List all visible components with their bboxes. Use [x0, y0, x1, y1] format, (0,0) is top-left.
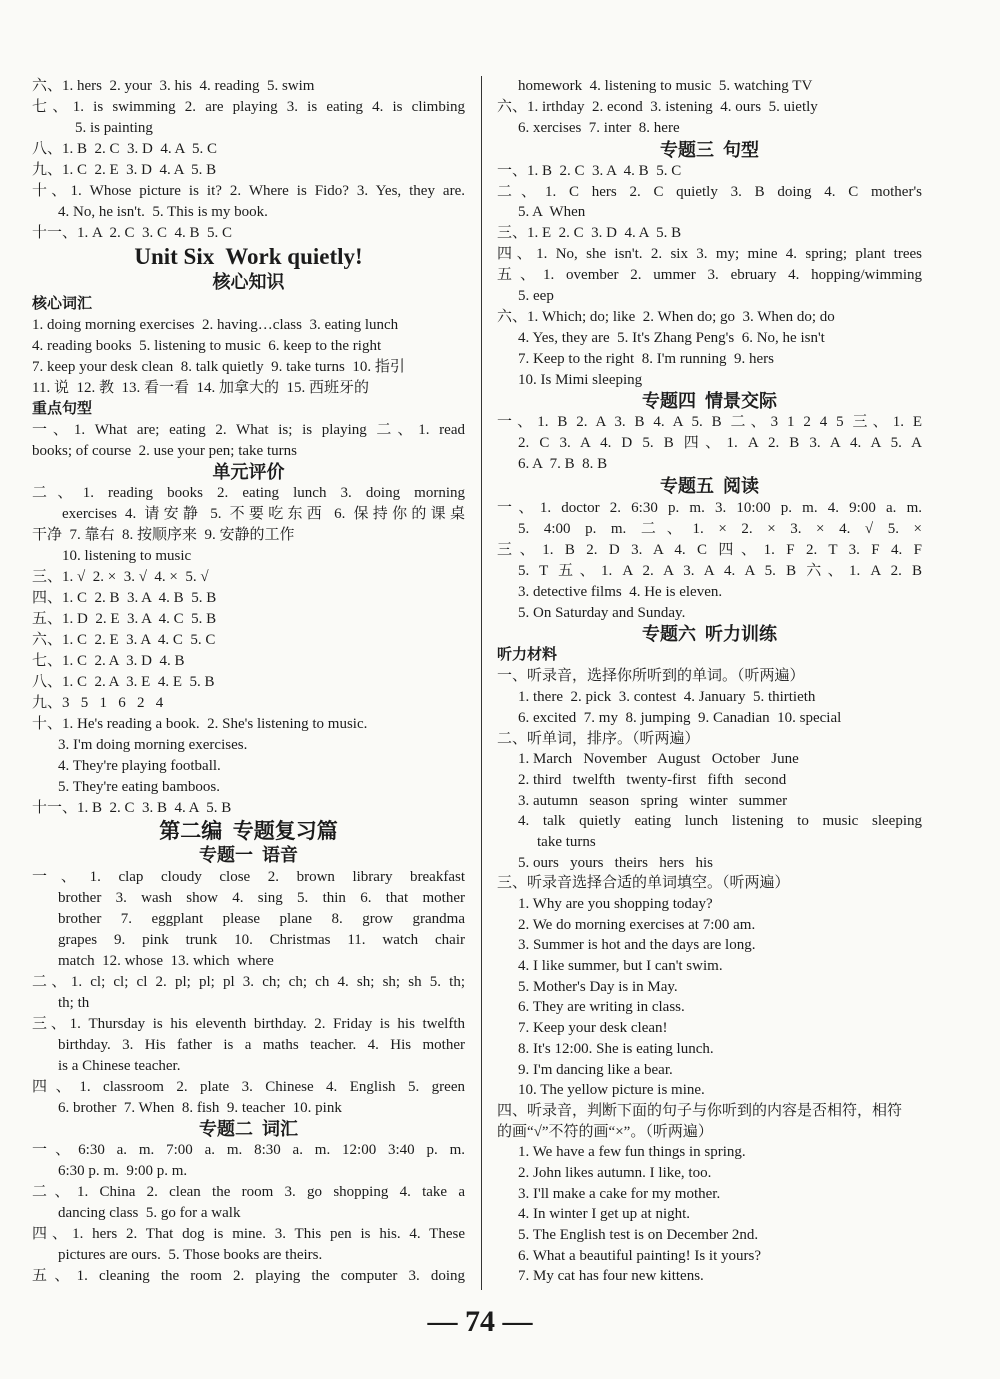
answer-line: 一、6:30 a. m. 7:00 a. m. 8:30 a. m. 12:00 3:40 p. m. — [32, 1142, 465, 1158]
question-line: 一、听录音，选择你所听到的单词。（听两遍） — [497, 668, 805, 685]
answer-line: 1. March November August October June — [518, 751, 799, 768]
answer-line: 十、1. He's reading a book. 2. She's listening to music. — [32, 716, 368, 732]
answer-line: 10. Is Mimi sleeping — [518, 371, 643, 388]
answer-line: 一、1. clap cloudy close 2. brown library breakfast — [32, 869, 465, 885]
answer-line: 7. Keep to the right 8. I'm running 9. hers — [518, 350, 774, 367]
question-line: 二、听单词，排序。（听两遍） — [497, 730, 700, 747]
answer-line: 二、1. cl; cl; cl 2. pl; pl; pl 3. ch; ch; ch 4. sh; sh; sh 5. th; — [32, 974, 465, 990]
answer-line: 干净 7. 靠右 8. 按顺序来 9. 安静的工作 — [32, 527, 295, 543]
answer-line: exercises 4. 请安静 5. 不要吃东西 6. 保持你的课桌 — [62, 506, 465, 522]
answer-line: 3. detective films 4. He is eleven. — [518, 583, 723, 600]
answer-line: 8. It's 12:00. She is eating lunch. — [518, 1040, 714, 1057]
answer-line: 1. Why are you shopping today? — [518, 896, 713, 913]
answer-line: 三、1. Thursday is his eleventh birthday. 2. Friday is his twelfth — [32, 1016, 465, 1032]
answer-line: 5. On Saturday and Sunday. — [518, 604, 686, 621]
answer-line: 六、1. C 2. E 3. A 4. C 5. C — [32, 632, 216, 648]
answer-line: 5. ours yours theirs hers his — [518, 854, 713, 871]
answer-line: dancing class 5. go for a walk — [58, 1205, 241, 1221]
answer-line: 九、1. C 2. E 3. D 4. A 5. B — [32, 162, 217, 178]
page-number: — 74 — — [427, 1305, 533, 1338]
answer-line: 4. Yes, they are 5. It's Zhang Peng's 6. No, he isn't — [518, 329, 825, 346]
answer-line: 7. Keep your desk clean! — [518, 1020, 668, 1037]
answer-line: 二、1. reading books 2. eating lunch 3. doing morning — [32, 485, 465, 501]
section-heading: 单元评价 — [212, 462, 285, 482]
answer-line: 2. C 3. A 4. D 5. B 四、1. A 2. B 3. A 4. A 5. A — [518, 435, 922, 452]
question-line: 的画“√”不符的画“×”。（听两遍） — [497, 1123, 713, 1140]
answer-line: books; of course 2. use your pen; take turns — [32, 443, 297, 459]
answer-line: 一、1. B 2. A 3. B 4. A 5. B 二、3 1 2 4 5 三、1. E — [497, 414, 922, 431]
answer-line: 6. xercises 7. inter 8. here — [518, 119, 680, 136]
section-heading: 专题五 阅读 — [660, 476, 759, 497]
answer-line: 5. eep — [518, 288, 554, 305]
answer-line: 四、1. classroom 2. plate 3. Chinese 4. English 5. green — [32, 1079, 465, 1095]
answer-line: 5. 4:00 p. m. 二、1. × 2. × 3. × 4. √ 5. × — [518, 521, 922, 538]
answer-line: 6. They are writing in class. — [518, 999, 685, 1016]
answer-line: grapes 9. pink trunk 10. Christmas 11. watch chair — [58, 932, 465, 948]
answer-line: 4. No, he isn't. 5. This is my book. — [58, 204, 268, 220]
subsection-label: 核心词汇 — [32, 296, 93, 312]
section-heading: 专题四 情景交际 — [642, 391, 777, 412]
subsection-label: 听力材料 — [497, 647, 558, 664]
answer-line: 1. there 2. pick 3. contest 4. January 5. thirtieth — [518, 689, 816, 706]
part-heading: 第二编 专题复习篇 — [159, 819, 338, 843]
answer-line: 6. brother 7. When 8. fish 9. teacher 10. pink — [58, 1100, 342, 1116]
answer-line: 5. A When — [518, 204, 586, 221]
question-line: 三、听录音选择合适的单词填空。（听两遍） — [497, 875, 790, 892]
section-heading: 核心知识 — [212, 272, 285, 292]
answer-line: 六、1. Which; do; like 2. When do; go 3. When do; do — [497, 308, 835, 325]
answer-line: 3. I'll make a cake for my mother. — [518, 1185, 721, 1202]
answer-line: 五、1. cleaning the room 2. playing the computer 3. doing — [32, 1268, 465, 1284]
answer-line: 一、1. What are; eating 2. What is; is playing 二、1. read — [32, 422, 465, 438]
answer-line: 2. We do morning exercises at 7:00 am. — [518, 916, 756, 933]
answer-line: 三、1. B 2. D 3. A 4. C 四、1. F 2. T 3. F 4. F — [497, 541, 922, 558]
answer-line: 一、1. B 2. C 3. A 4. B 5. C — [497, 162, 682, 179]
answer-line: 3. Summer is hot and the days are long. — [518, 937, 756, 954]
answer-line: 六、1. irthday 2. econd 3. istening 4. ours 5. uietly — [497, 98, 818, 115]
answer-line: brother 7. eggplant please plane 8. grow grandma — [58, 911, 465, 927]
unit-title: Unit Six Work quietly! — [134, 244, 363, 269]
column-divider — [481, 76, 482, 1290]
answer-line: 六、1. hers 2. your 3. his 4. reading 5. swim — [32, 78, 315, 94]
answer-line: 二、1. China 2. clean the room 3. go shopping 4. take a — [32, 1184, 465, 1200]
answer-line: 九、3 5 1 6 2 4 — [32, 695, 164, 711]
answer-line: 八、1. C 2. A 3. E 4. E 5. B — [32, 674, 215, 690]
answer-line: 7. My cat has four new kittens. — [518, 1268, 704, 1285]
answer-line: 四、1. No, she isn't. 2. six 3. my; mine 4. spring; plant trees — [497, 246, 922, 263]
right-column — [497, 76, 922, 1287]
answer-line: birthday. 3. His father is a maths teacher. 4. His mother — [58, 1037, 465, 1053]
answer-line: 5. T 五、1. A 2. A 3. A 4. A 5. B 六、1. A 2. B — [518, 562, 922, 579]
answer-line: th; th — [58, 995, 90, 1011]
answer-line: 1. doing morning exercises 2. having…class 3. eating lunch — [32, 317, 399, 333]
answer-line: 4. reading books 5. listening to music 6. keep to the right — [32, 338, 382, 354]
answer-line: is a Chinese teacher. — [58, 1058, 181, 1074]
answer-line: 9. I'm dancing like a bear. — [518, 1061, 673, 1078]
answer-line: 5. is painting — [75, 120, 153, 136]
answer-line: 4. They're playing football. — [58, 758, 221, 774]
section-heading: 专题三 句型 — [660, 139, 759, 160]
answer-line: 十一、1. A 2. C 3. C 4. B 5. C — [32, 225, 233, 241]
left-column — [32, 76, 465, 1287]
answer-line: 4. talk quietly eating lunch listening to music sleeping — [518, 813, 922, 830]
answer-line: 6. What a beautiful painting! Is it yours? — [518, 1247, 761, 1264]
answer-line: 五、1. ovember 2. ummer 3. ebruary 4. hopping/wimming — [497, 267, 922, 284]
answer-line: 四、1. hers 2. That dog is mine. 3. This pen is his. 4. These — [32, 1226, 465, 1242]
answer-line: 11. 说 12. 教 13. 看一看 14. 加拿大的 15. 西班牙的 — [32, 380, 369, 396]
answer-line: 七、1. is swimming 2. are playing 3. is eating 4. is climbing — [32, 99, 465, 115]
answer-line: 3. autumn season spring winter summer — [518, 792, 788, 809]
answer-line: 6. A 7. B 8. B — [518, 456, 608, 473]
question-line: 四、听录音，判断下面的句子与你听到的内容是否相符，相符 — [497, 1102, 903, 1119]
answer-line: brother 3. wash show 4. sing 5. thin 6. that mother — [58, 890, 465, 906]
answer-line: 二、1. C hers 2. C quietly 3. B doing 4. C mother's — [497, 183, 922, 200]
answer-line: 2. John likes autumn. I like, too. — [518, 1164, 712, 1181]
answer-line: 四、1. C 2. B 3. A 4. B 5. B — [32, 590, 217, 606]
answer-line: 4. In winter I get up at night. — [518, 1206, 691, 1223]
answer-line: pictures are ours. 5. Those books are theirs. — [58, 1247, 323, 1263]
answer-line: 6:30 p. m. 9:00 p. m. — [58, 1163, 188, 1179]
answer-line: 三、1. E 2. C 3. D 4. A 5. B — [497, 225, 682, 242]
answer-line: 七、1. C 2. A 3. D 4. B — [32, 653, 185, 669]
answer-line: match 12. whose 13. which where — [58, 953, 274, 969]
answer-line: 5. The English test is on December 2nd. — [518, 1227, 759, 1244]
answer-line: 10. listening to music — [62, 548, 192, 564]
answer-line: 一、1. doctor 2. 6:30 p. m. 3. 10:00 p. m. 4. 9:00 a. m. — [497, 500, 922, 517]
answer-line: take turns — [537, 833, 596, 850]
section-heading: 专题二 词汇 — [199, 1119, 298, 1139]
answer-line: 4. I like summer, but I can't swim. — [518, 958, 723, 975]
answer-line: 5. Mother's Day is in May. — [518, 978, 678, 995]
section-heading: 专题六 听力训练 — [642, 624, 777, 645]
answer-line: 10. The yellow picture is mine. — [518, 1082, 705, 1099]
answer-line: 三、1. √ 2. × 3. √ 4. × 5. √ — [32, 569, 209, 585]
answer-line: 6. excited 7. my 8. jumping 9. Canadian 10. special — [518, 709, 842, 726]
answer-line: homework 4. listening to music 5. watching TV — [518, 78, 813, 94]
answer-line: 2. third twelfth twenty-first fifth second — [518, 771, 787, 788]
answer-line: 八、1. B 2. C 3. D 4. A 5. C — [32, 141, 218, 157]
answer-line: 五、1. D 2. E 3. A 4. C 5. B — [32, 611, 217, 627]
answer-line: 7. keep your desk clean 8. talk quietly 9. take turns 10. 指引 — [32, 359, 405, 375]
answer-line: 十一、1. B 2. C 3. B 4. A 5. B — [32, 800, 232, 816]
subsection-label: 重点句型 — [32, 401, 93, 417]
answer-line: 3. I'm doing morning exercises. — [58, 737, 248, 753]
answer-line: 5. They're eating bamboos. — [58, 779, 220, 795]
answer-line: 1. We have a few fun things in spring. — [518, 1144, 746, 1161]
answer-line: 十、1. Whose picture is it? 2. Where is Fido? 3. Yes, they are. — [32, 183, 465, 199]
section-heading: 专题一 语音 — [199, 845, 298, 865]
